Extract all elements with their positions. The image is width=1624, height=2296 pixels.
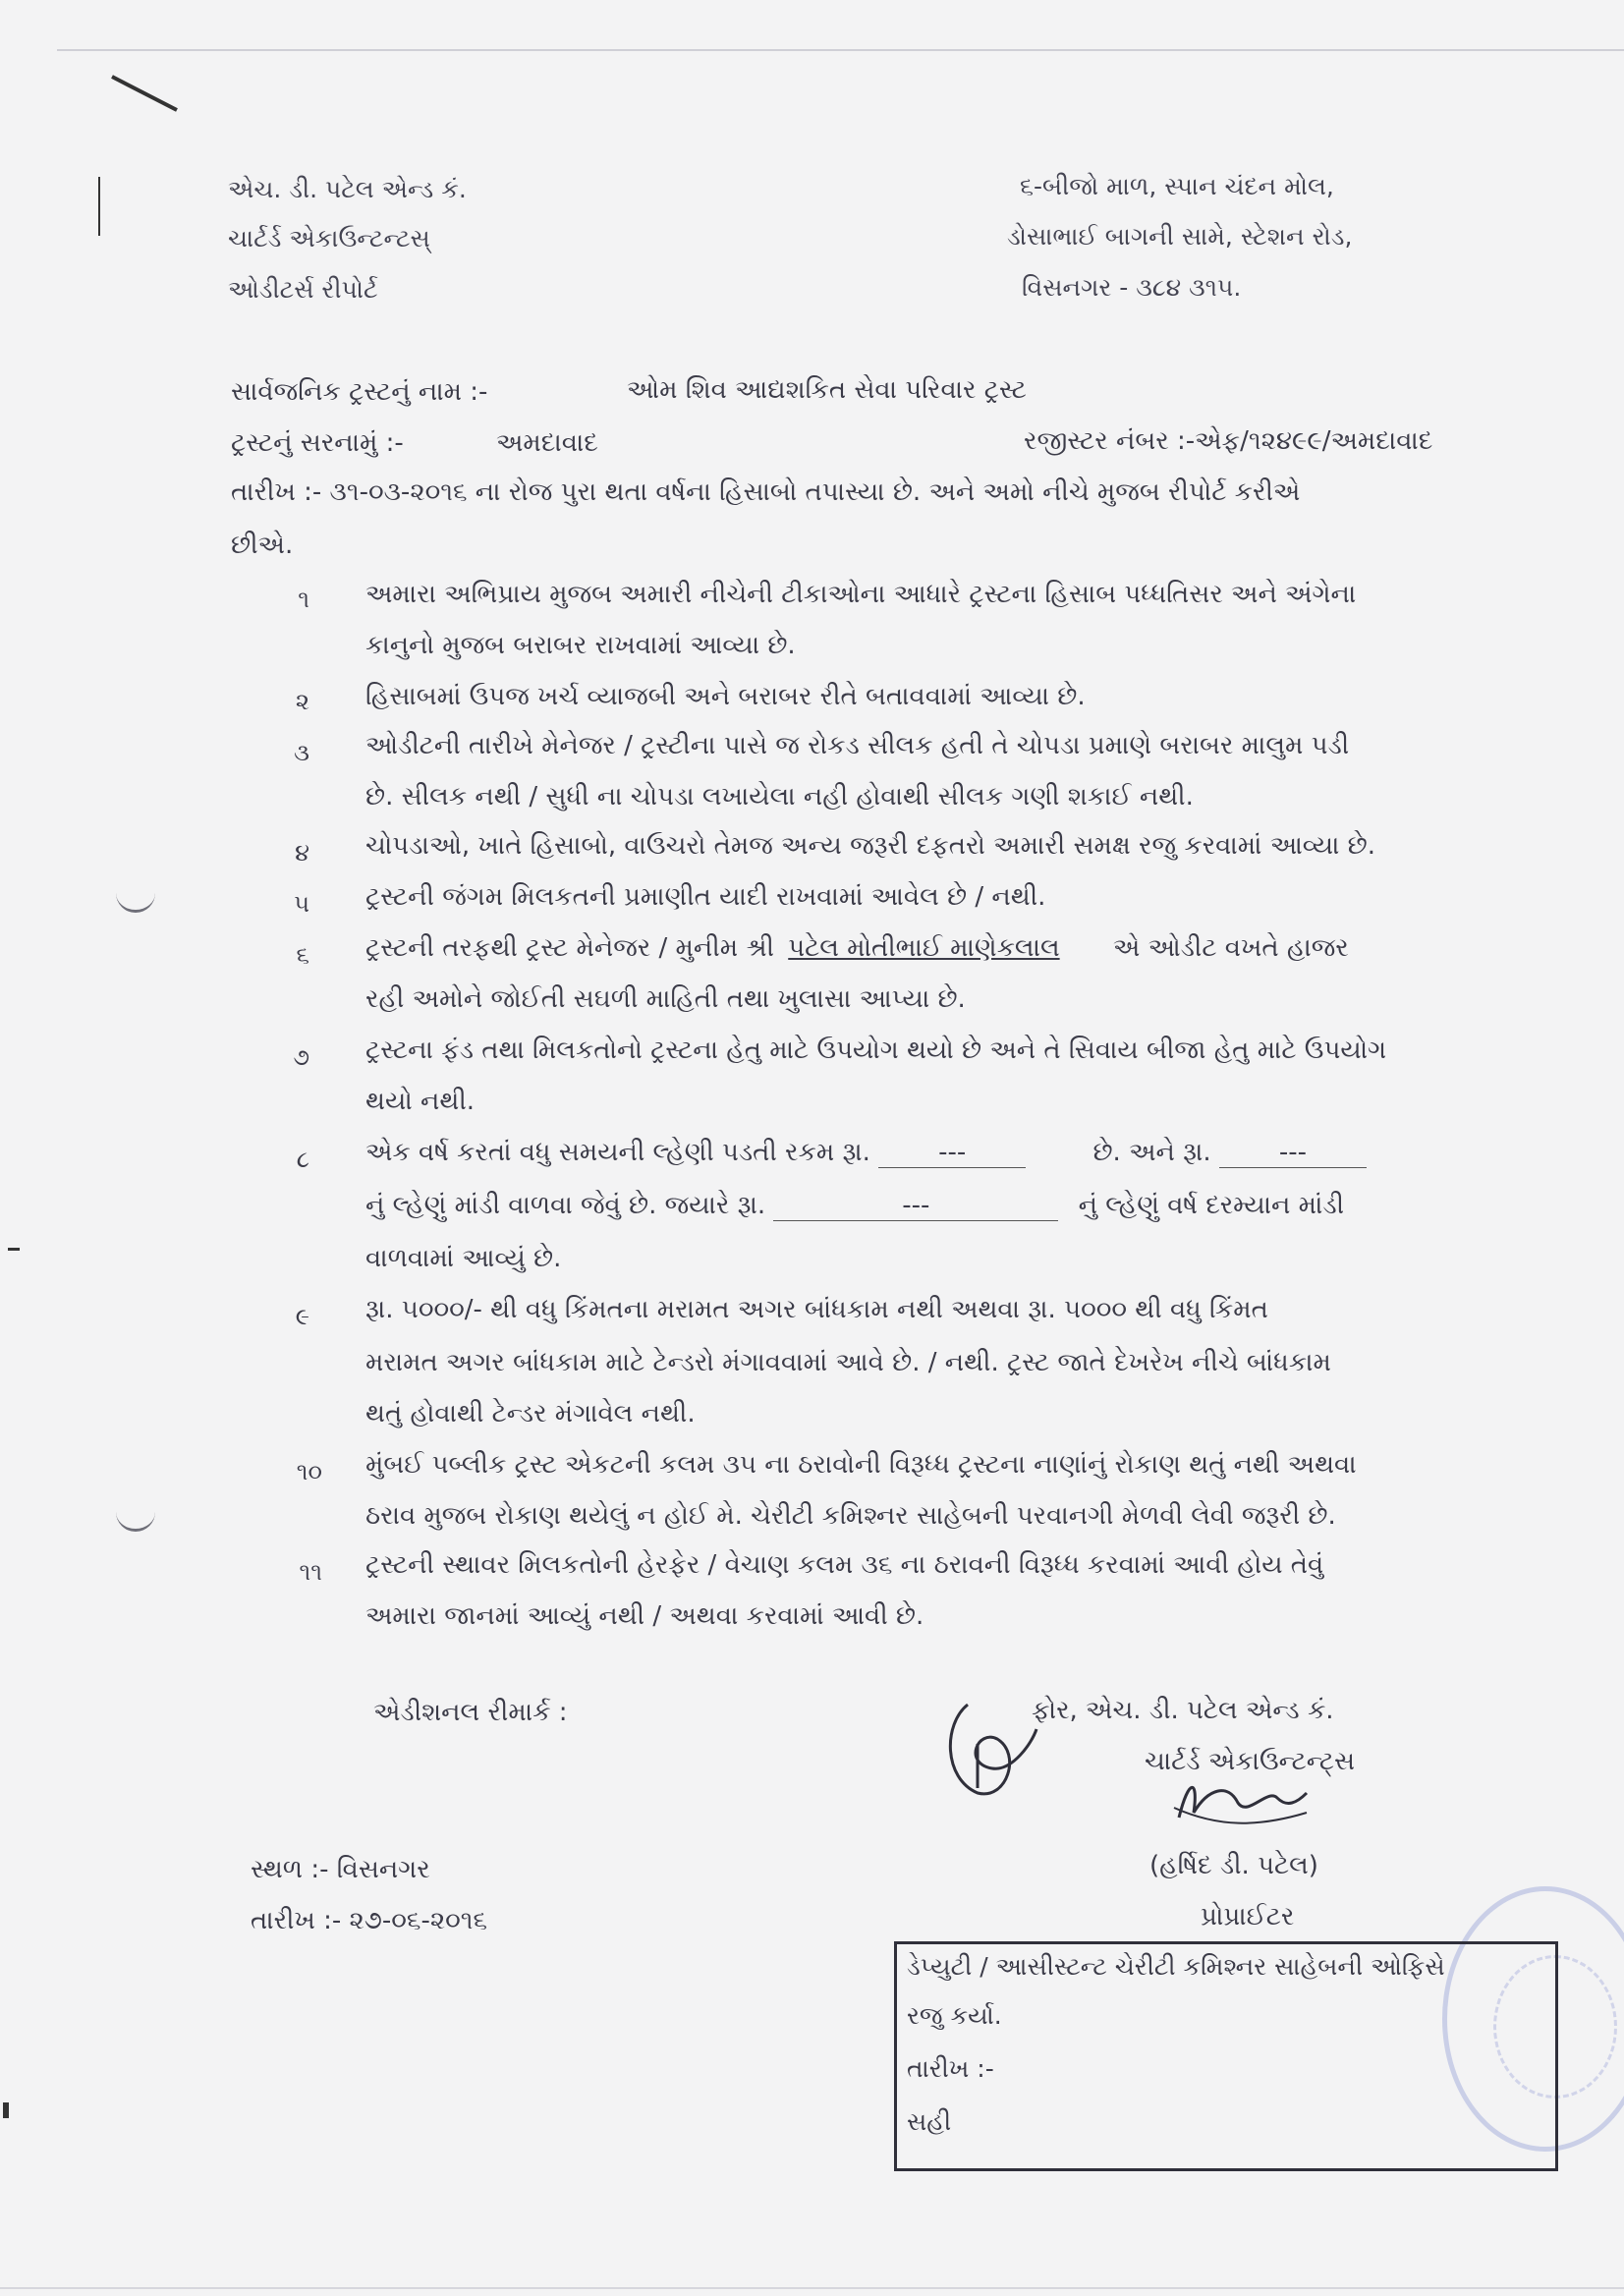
signatory-name: (હર્ષિદ ડી. પટેલ) bbox=[1149, 1851, 1318, 1880]
top-border bbox=[57, 49, 1624, 51]
address-line-1: ૬-બીજો માળ, સ્પાન ચંદન મોલ, bbox=[1020, 172, 1334, 200]
margin-line-mark bbox=[98, 177, 100, 236]
item-8-line-3: વાળવામાં આવ્યું છે. bbox=[365, 1244, 562, 1273]
blank-amount-2: --- bbox=[1219, 1138, 1367, 1168]
trust-address-value: અમદાવાદ bbox=[496, 428, 598, 458]
blank-amount-1: --- bbox=[878, 1138, 1026, 1168]
item-8-lead: એક વર્ષ કરતાં વધુ સમયની લ્હેણી પડતી રકમ રૂા. bbox=[365, 1138, 870, 1167]
stamp-box-line-4: સહી bbox=[907, 2107, 952, 2136]
item-4-line-1: ચોપડાઓ, ખાતે હિસાબો, વાઉચરો તેમજ અન્ય જરૂરી દફતરો અમારી સમક્ષ રજુ કરવામાં આવ્યા છે. bbox=[365, 831, 1376, 861]
item-8-line-2-tail: નું લ્હેણું વર્ષ દરમ્યાન માંડી bbox=[1078, 1191, 1345, 1220]
item-8-line-2-lead: નું લ્હેણું માંડી વાળવા જેવું છે. જયારે રૂા. bbox=[365, 1191, 766, 1220]
item-number: ૧૧ bbox=[299, 1558, 322, 1586]
item-number: ૫ bbox=[294, 890, 309, 918]
firm-type: ચાર્ટર્ડ એકાઉન્ટન્ટસ્ bbox=[228, 224, 430, 252]
intro-line-1: તારીખ :- ૩૧-૦૩-૨૦૧૬ ના રોજ પુરા થતા વર્ષના હિસાબો તપાસ્યા છે. અને અમો નીચે મુજબ રીપોર્ટ કરીએ bbox=[231, 477, 1301, 507]
item-8-mid: છે. અને રૂા. bbox=[1092, 1138, 1211, 1167]
item-6-lead: ટ્રસ્ટની તરફથી ટ્રસ્ટ મેનેજર / મુનીમ શ્રી bbox=[365, 933, 774, 963]
item-number: ૭ bbox=[293, 1043, 309, 1071]
firm-name: એચ. ડી. પટેલ એન્ડ કં. bbox=[228, 175, 467, 203]
item-number: ૧ bbox=[298, 586, 309, 613]
signature-initials-mark bbox=[938, 1685, 1046, 1813]
charity-office-stamp-box bbox=[894, 1941, 1558, 2171]
margin-tick-mark bbox=[8, 1248, 20, 1251]
trust-name-label: સાર્વજનિક ટ્રસ્ટનું નામ :- bbox=[231, 377, 488, 407]
address-line-2: ડોસાભાઈ બાગની સામે, સ્ટેશન રોડ, bbox=[1007, 222, 1353, 251]
item-11-line-2: અમારા જાનમાં આવ્યું નથી / અથવા કરવામાં આવી છે. bbox=[365, 1601, 924, 1631]
punch-hole-mark-2 bbox=[116, 1503, 155, 1532]
report-title: ઓડીટર્સ રીપોર્ટ bbox=[228, 275, 378, 304]
item-2-line-1: હિસાબમાં ઉપજ ખર્ચ વ્યાજબી અને બરાબર રીતે બતાવવામાં આવ્યા છે. bbox=[365, 682, 1086, 711]
item-7-line-2: થયો નથી. bbox=[365, 1087, 476, 1116]
item-1-line-2: કાનુનો મુજબ બરાબર રાખવામાં આવ્યા છે. bbox=[365, 631, 796, 660]
bottom-border bbox=[0, 2287, 1624, 2289]
item-10-line-2: ઠરાવ મુજબ રોકાણ થયેલું ન હોઈ મે. ચેરીટી કમિશ્નર સાહેબની પરવાનગી મેળવી લેવી જરૂરી છે. bbox=[365, 1501, 1336, 1531]
stamp-box-line-2: રજુ કર્યા. bbox=[907, 2001, 1002, 2030]
item-10-line-1: મુંબઈ પબ્લીક ટ્રસ્ટ એકટની કલમ ૩૫ ના ઠરાવોની વિરૂધ્ધ ટ્રસ્ટના નાણાંનું રોકાણ થતું નથી અથવા bbox=[365, 1450, 1357, 1480]
handwritten-signature-mark bbox=[1159, 1759, 1316, 1837]
intro-line-2: છીએ. bbox=[231, 531, 294, 560]
pen-stroke-mark bbox=[108, 69, 187, 118]
punch-hole-mark-1 bbox=[116, 884, 155, 913]
item-number: ૨ bbox=[295, 688, 309, 715]
item-7-line-1: ટ્રસ્ટના ફંડ તથા મિલકતોનો ટ્રસ્ટના હેતુ માટે ઉપયોગ થયો છે અને તે સિવાય બીજા હેતુ માટે ઉપયોગ bbox=[365, 1036, 1387, 1065]
item-3-line-1: ઓડીટની તારીખે મેનેજર / ટ્રસ્ટીના પાસે જ રોકડ સીલક હતી તે ચોપડા પ્રમાણે બરાબર માલુમ પડી bbox=[365, 731, 1350, 760]
trust-address-label: ટ્રસ્ટનું સરનામું :- bbox=[231, 428, 404, 458]
item-11-line-1: ટ્રસ્ટની સ્થાવર મિલકતોની હેરફેર / વેચાણ કલમ ૩૬ ના ઠરાવની વિરૂધ્ધ કરવામાં આવી હોય તેવું bbox=[365, 1550, 1324, 1580]
manager-name: પટેલ મોતીભાઈ માણેકલાલ bbox=[788, 933, 1060, 963]
date-field: તારીખ :- ૨૭-૦૬-૨૦૧૬ bbox=[251, 1906, 488, 1935]
item-6-tail: એ ઓડીટ વખતે હાજર bbox=[1112, 933, 1349, 963]
signature-for-firm: ફોર, એચ. ડી. પટેલ એન્ડ કં. bbox=[1032, 1696, 1334, 1725]
signatory-designation: પ્રોપ્રાઈટર bbox=[1201, 1902, 1295, 1932]
item-5-line-1: ટ્રસ્ટની જંગમ મિલકતની પ્રમાણીત યાદી રાખવામાં આવેલ છે / નથી. bbox=[365, 882, 1046, 912]
item-6-line-1 bbox=[365, 933, 1349, 964]
item-8-line-2 bbox=[365, 1191, 1344, 1221]
item-number: ૬ bbox=[296, 941, 309, 969]
trust-name-value: ઓમ શિવ આદ્યશકિત સેવા પરિવાર ટ્રસ્ટ bbox=[627, 375, 1027, 405]
item-9-line-3: થતું હોવાથી ટેન્ડર મંગાવેલ નથી. bbox=[365, 1399, 696, 1428]
item-number: ૪ bbox=[295, 839, 309, 867]
item-number: ૧૦ bbox=[296, 1458, 322, 1485]
stamp-box-line-3: તારીખ :- bbox=[907, 2054, 994, 2083]
additional-remarks-label: એડીશનલ રીમાર્ક : bbox=[373, 1698, 568, 1727]
place-field: સ્થળ :- વિસનગર bbox=[251, 1855, 430, 1884]
item-number: ૮ bbox=[296, 1146, 309, 1173]
item-8-line-1 bbox=[365, 1138, 1367, 1168]
item-1-line-1: અમારા અભિપ્રાય મુજબ અમારી નીચેની ટીકાઓના આધારે ટ્રસ્ટના હિસાબ પધ્ધતિસર અને અંગેના bbox=[365, 580, 1357, 609]
margin-dot-mark bbox=[3, 2102, 9, 2118]
item-number: ૯ bbox=[295, 1303, 309, 1330]
item-6-line-2: રહી અમોને જોઈતી સઘળી માહિતી તથા ખુલાસા આપ્યા છે. bbox=[365, 984, 966, 1014]
item-number: ૩ bbox=[294, 739, 309, 766]
signature-firm-type: ચાર્ટર્ડ એકાઉન્ટન્ટ્સ bbox=[1145, 1747, 1356, 1776]
item-3-line-2: છે. સીલક નથી / સુધી ના ચોપડા લખાયેલા નહી હોવાથી સીલક ગણી શકાઈ નથી. bbox=[365, 782, 1194, 812]
blank-amount-3: --- bbox=[773, 1191, 1058, 1221]
item-9-line-2: મરામત અગર બાંધકામ માટે ટેન્ડરો મંગાવવામાં આવે છે. / નથી. ટ્રસ્ટ જાતે દેખરેખ નીચે બાંધકામ bbox=[365, 1348, 1331, 1377]
item-9-line-1: રૂા. ૫૦૦૦/- થી વધુ કિંમતના મરામત અગર બાંધકામ નથી અથવા રૂા. ૫૦૦૦ થી વધુ કિંમત bbox=[365, 1295, 1268, 1324]
address-line-3: વિસનગર - ૩૮૪ ૩૧૫. bbox=[1022, 273, 1242, 302]
register-number: રજીસ્ટર નંબર :-એફ/૧૨૪૯૯/અમદાવાદ bbox=[1024, 426, 1433, 456]
stamp-box-line-1: ડેપ્યુટી / આસીસ્ટન્ટ ચેરીટી કમિશ્નર સાહેબની ઓફિસે bbox=[907, 1952, 1445, 1981]
